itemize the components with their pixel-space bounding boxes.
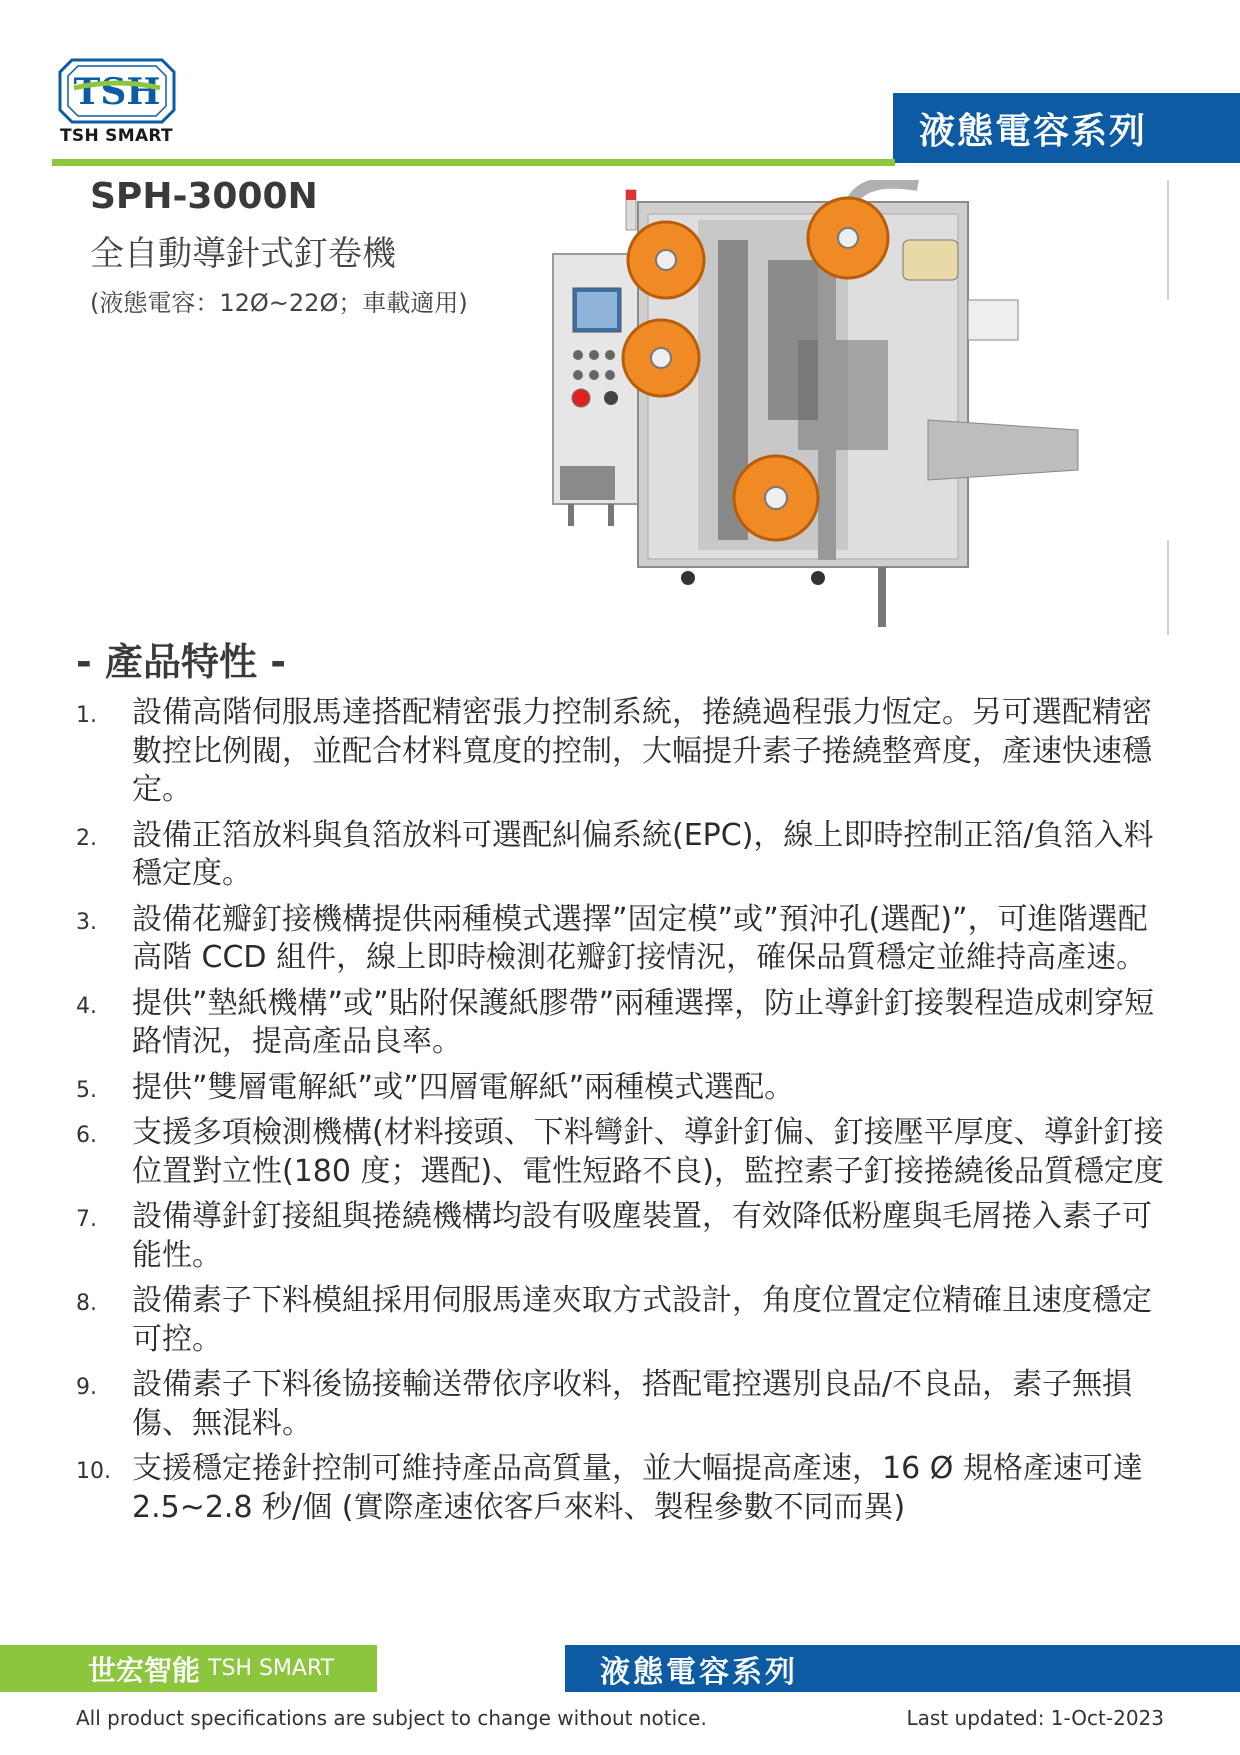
feature-text: 支援多項檢測機構(材料接頭、下料彎針、導針釘偏、釘接壓平厚度、導針釘接位置對立性(180 度；選配)、電性短路不良)，監控素子釘接捲繞後品質穩定度 — [132, 1115, 1164, 1189]
product-model: SPH-3000N — [90, 176, 318, 217]
feature-item: 2. 設備正箔放料與負箔放料可選配糾偏系統(EPC)，線上即時控制正箔/負箔入料穩定度。 — [76, 817, 1154, 891]
feature-text: 設備正箔放料與負箔放料可選配糾偏系統(EPC)，線上即時控制正箔/負箔入料穩定度。 — [132, 817, 1154, 891]
header-divider — [52, 159, 895, 166]
footer-series: 液態電容系列 — [565, 1645, 1240, 1692]
feature-text: 設備導針釘接組與捲繞機構均設有吸塵裝置，有效降低粉塵與毛屑捲入素子可能性。 — [132, 1199, 1152, 1273]
feature-item: 10. 支援穩定捲針控制可維持產品高質量，並大幅提高產速，16 Ø 規格產速可達 2.5~2.8 秒/個 (實際產速依客戶來料、製程參數不同而異) — [76, 1451, 1143, 1525]
product-name: 全自動導針式釘卷機 — [90, 234, 396, 274]
right-divider-top — [1167, 180, 1169, 300]
footer-company — [0, 1645, 377, 1692]
features-list — [76, 694, 1176, 1534]
brand-name: TSH SMART — [60, 126, 173, 146]
feature-text: 設備高階伺服馬達搭配精密張力控制系統，捲繞過程張力恆定。另可選配精密數控比例閥，並配合材料寬度的控制，大幅提升素子捲繞整齊度，產速快速穩定。 — [132, 695, 1152, 807]
footer-company-en: TSH SMART — [208, 1656, 335, 1681]
feature-text: 設備素子下料模組採用伺服馬達夾取方式設計，角度位置定位精確且速度穩定可控。 — [132, 1283, 1152, 1357]
feature-text: 設備花瓣釘接機構提供兩種模式選擇”固定模”或”預沖孔(選配)”，可進階選配高階 CCD 組件，線上即時檢測花瓣釘接情況，確保品質穩定並維持高產速。 — [132, 901, 1148, 975]
feature-item: 7. 設備導針釘接組與捲繞機構均設有吸塵裝置，有效降低粉塵與毛屑捲入素子可能性。 — [76, 1199, 1152, 1273]
feature-text: 設備素子下料後協接輸送帶依序收料，搭配電控選別良品/不良品，素子無損傷、無混料。 — [132, 1367, 1133, 1441]
feature-item: 8. 設備素子下料模組採用伺服馬達夾取方式設計，角度位置定位精確且速度穩定可控。 — [76, 1283, 1152, 1357]
feature-text: 提供”雙層電解紙”或”四層電解紙”兩種模式選配。 — [132, 1069, 795, 1105]
feature-item: 3. 設備花瓣釘接機構提供兩種模式選擇”固定模”或”預沖孔(選配)”，可進階選配高階 CCD 組件，線上即時檢測花瓣釘接情況，確保品質穩定並維持高產速。 — [76, 901, 1148, 975]
last-updated: Last updated: 1-Oct-2023 — [906, 1706, 1164, 1730]
machine-photo — [548, 180, 1148, 635]
series-banner: 液態電容系列 — [893, 93, 1240, 163]
features-title: - 產品特性 - — [76, 640, 287, 684]
disclaimer: All product specifications are subject to change without notice. — [76, 1706, 707, 1730]
company-logo — [58, 58, 178, 148]
reel-top-right — [808, 198, 888, 278]
reel-mid-left — [623, 320, 699, 396]
tsh-logo-mark — [58, 58, 176, 124]
product-spec: (液態電容：12Ø~22Ø；車載適用) — [90, 289, 468, 317]
feature-item: 6. 支援多項檢測機構(材料接頭、下料彎針、導針釘偏、釘接壓平厚度、導針釘接位置對立性(180 度；選配)、電性短路不良)，監控素子釘接捲繞後品質穩定度 — [76, 1115, 1164, 1189]
feature-text: 提供”墊紙機構”或”貼附保護紙膠帶”兩種選擇，防止導針釘接製程造成刺穿短路情況，提高產品良率。 — [132, 985, 1155, 1059]
reel-bottom — [734, 456, 818, 540]
feature-item: 1. 設備高階伺服馬達搭配精密張力控制系統，捲繞過程張力恆定。另可選配精密數控比例閥，並配合材料寬度的控制，大幅提升素子捲繞整齊度，產速快速穩定。 — [76, 695, 1152, 807]
logo-letters: TSH — [73, 71, 161, 113]
reel-top-left — [628, 222, 704, 298]
footer-company-cn: 世宏智能 — [88, 1653, 201, 1687]
feature-item: 9. 設備素子下料後協接輸送帶依序收料，搭配電控選別良品/不良品，素子無損傷、無混料。 — [76, 1367, 1133, 1441]
feature-item: 5. 提供”雙層電解紙”或”四層電解紙”兩種模式選配。 — [76, 1069, 795, 1105]
right-divider-bottom — [1167, 540, 1169, 635]
feature-text: 支援穩定捲針控制可維持產品高質量，並大幅提高產速，16 Ø 規格產速可達 2.5~2.8 秒/個 (實際產速依客戶來料、製程參數不同而異) — [132, 1451, 1143, 1525]
feature-item: 4. 提供”墊紙機構”或”貼附保護紙膠帶”兩種選擇，防止導針釘接製程造成刺穿短路情況，提高產品良率。 — [76, 985, 1155, 1059]
